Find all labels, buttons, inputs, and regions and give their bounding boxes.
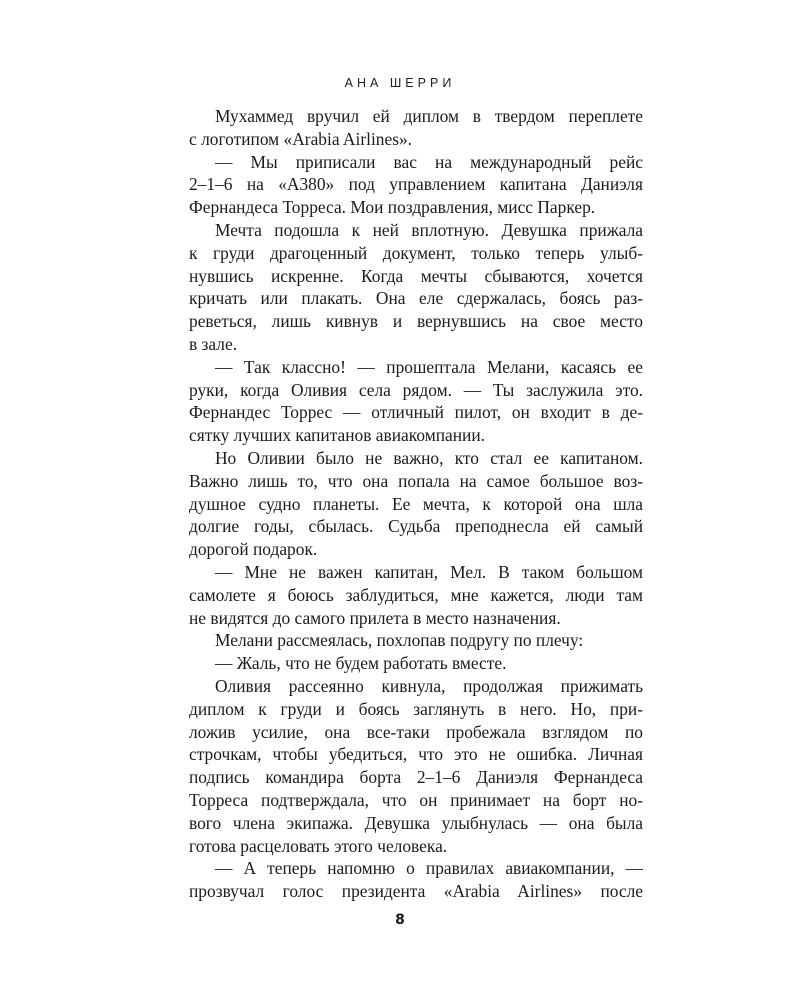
- text-line: дорогой подарок.: [189, 539, 318, 560]
- text-line: сятку лучших капитанов авиакомпании.: [189, 425, 485, 446]
- running-head-author: АНА ШЕРРИ: [344, 76, 456, 90]
- text-line: Фернандес Торрес — отличный пилот, он входит в де-: [189, 402, 643, 423]
- text-line: Мелани рассмеялась, похлопав подругу по плечу:: [215, 630, 584, 651]
- text-line: не видятся до самого прилета в место назначения.: [189, 607, 561, 628]
- text-line: долгие годы, сбылась. Судьба преподнесла ей самый: [189, 516, 643, 537]
- text-line: Фернандеса Торреса. Мои поздравления, мисс Паркер.: [189, 197, 596, 218]
- text-line: Торреса подтверждала, что он принимает на борт но-: [189, 789, 643, 810]
- text-line: подпись командира борта 2–1–6 Даниэля Фернандеса: [189, 767, 643, 788]
- text-line: Но Оливии было не важно, кто стал ее капитаном.: [215, 447, 643, 468]
- text-line: прозвучал голос президента «Arabia Airlines» после: [189, 881, 643, 902]
- text-line: — Мне не важен капитан, Мел. В таком большом: [215, 561, 643, 582]
- text-line: 2–1–6 на «А380» под управлением капитана Даниэля: [189, 174, 643, 195]
- text-line: строчкам, чтобы убедиться, что это не ошибка. Личная: [189, 744, 643, 765]
- text-line: кричать или плакать. Она еле сдержалась, боясь раз-: [189, 288, 643, 309]
- page-number: 8: [395, 912, 405, 928]
- text-line: к груди драгоценный документ, только теперь улыб-: [189, 242, 643, 263]
- text-line: Мухаммед вручил ей диплом в твердом переплете: [215, 106, 643, 126]
- text-line: руки, когда Оливия села рядом. — Ты заслужила это.: [189, 379, 643, 400]
- text-line: — Мы приписали вас на международный рейс: [215, 151, 643, 172]
- text-line: Оливия рассеянно кивнула, продолжая прижимать: [215, 675, 643, 696]
- text-line: диплом к груди и боясь заглянуть в него. Но, при-: [189, 698, 643, 719]
- text-line: ложив усилие, она все-таки пробежала взглядом по: [189, 721, 643, 742]
- text-line: Важно лишь то, что она попала на самое большое воз-: [189, 470, 643, 491]
- text-line: вого члена экипажа. Девушка улыбнулась — она была: [189, 812, 643, 833]
- text-line: с логотипом «Arabia Airlines».: [189, 128, 413, 149]
- text-line: — А теперь напомню о правилах авиакомпании, —: [215, 858, 643, 879]
- text-line: душное судно планеты. Ее мечта, к которой она шла: [189, 493, 643, 514]
- text-line: — Так классно! — прошептала Мелани, касаясь ее: [215, 356, 643, 377]
- text-line: в зале.: [189, 333, 238, 354]
- text-line: Мечта подошла к ней вплотную. Девушка прижала: [215, 219, 643, 240]
- text-line: самолете я боюсь заблудиться, мне кажется, люди там: [189, 584, 643, 605]
- text-line: нувшись искренне. Когда мечты сбываются, хочется: [189, 265, 643, 286]
- text-line: — Жаль, что не будем работать вместе.: [215, 653, 507, 674]
- text-line: готова расцеловать этого человека.: [189, 835, 448, 856]
- text-line: реветься, лишь кивнув и вернувшись на свое место: [189, 311, 643, 332]
- body-text: [189, 105, 643, 903]
